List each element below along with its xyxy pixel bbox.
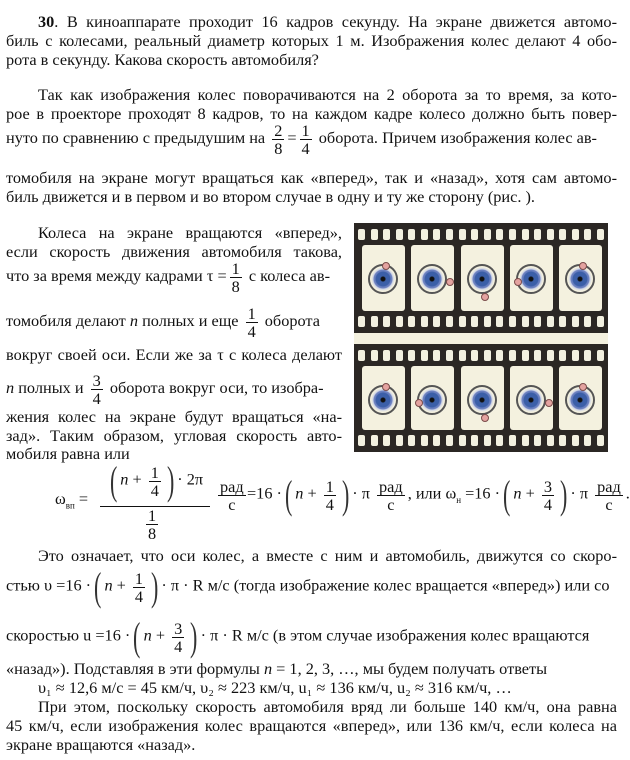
perforation xyxy=(484,316,491,327)
perforation xyxy=(547,316,554,327)
problem-number: 30 xyxy=(38,12,55,31)
perforation xyxy=(383,316,390,327)
perforation xyxy=(371,229,378,240)
perforation xyxy=(459,229,466,240)
problem-line-2: биль с колесами, реальный диаметр которых 1 м. Изображения колес делают 4 обо- xyxy=(6,31,617,50)
wheel-icon xyxy=(467,264,497,294)
film-frame xyxy=(461,245,504,311)
perforation xyxy=(358,350,365,361)
perforation xyxy=(433,229,440,240)
frames xyxy=(362,245,602,311)
fraction-1-4b: $\frac{1}{4}$ xyxy=(247,304,256,341)
wheel-marker-icon xyxy=(481,293,489,301)
solution-p2-line-5: вокруг своей оси. Если же за τ с колеса делают xyxy=(6,345,342,364)
solution-p1-line-1: Так как изображения колес поворачиваются на 2 оборота за то время, за кото- xyxy=(38,85,617,104)
frames xyxy=(362,366,602,430)
perforation xyxy=(421,435,428,446)
perforation xyxy=(358,229,365,240)
perforation xyxy=(446,350,453,361)
perforation xyxy=(547,229,554,240)
wheel-icon xyxy=(417,264,447,294)
wheel-marker-icon xyxy=(481,414,489,422)
film-frame xyxy=(510,366,553,430)
perforation xyxy=(446,435,453,446)
perforation xyxy=(584,229,591,240)
perforation xyxy=(371,316,378,327)
solution-p3-line-1: Это означает, что оси колес, а вместе с ним и автомобиль, движутся со скоро- xyxy=(38,546,617,565)
solution-p2-line-7: жения колес на экране будут вращаться «на- xyxy=(6,407,342,426)
perforation xyxy=(383,229,390,240)
solution-p1-line-5: биль движется и в первом и во втором случае в одну и ту же сторону (рис. ). xyxy=(6,187,535,206)
perforation xyxy=(383,435,390,446)
wheel-icon xyxy=(516,385,546,415)
perforation xyxy=(433,350,440,361)
solution-p2-line-9: мобиля равна или xyxy=(6,444,130,463)
perforation xyxy=(446,229,453,240)
perforation xyxy=(433,435,440,446)
perforation xyxy=(534,350,541,361)
fraction-1-8: $\frac{1}{8}$ xyxy=(231,259,240,296)
perforation xyxy=(459,350,466,361)
perforation xyxy=(484,350,491,361)
perforation xyxy=(496,229,503,240)
problem-line-3: рота в секунду. Какова скорость автомобиля? xyxy=(6,50,319,69)
perforation xyxy=(471,435,478,446)
perforation xyxy=(509,435,516,446)
wheel-marker-icon xyxy=(415,399,423,407)
perforations-bottom xyxy=(358,435,604,446)
perforation xyxy=(584,350,591,361)
wheel-icon xyxy=(368,385,398,415)
perforation xyxy=(408,229,415,240)
perforation xyxy=(371,350,378,361)
perforation xyxy=(534,229,541,240)
wheel-marker-icon xyxy=(446,278,454,286)
wheel-icon xyxy=(368,264,398,294)
wheel-icon xyxy=(565,264,595,294)
solution-p1-line-3: нуто по сравнению с предыдушим на $\frac{2}{8}$ = $\frac{1}{4}$ оборота. Причем изображения колес ав- xyxy=(6,121,597,158)
wheel-marker-icon xyxy=(382,383,390,391)
perforation xyxy=(408,350,415,361)
film-frame xyxy=(411,245,454,311)
perforation xyxy=(572,350,579,361)
film-frame xyxy=(461,366,504,430)
perforation xyxy=(459,435,466,446)
perforation xyxy=(597,316,604,327)
film-frame xyxy=(411,366,454,430)
wheel-marker-icon xyxy=(545,399,553,407)
film-frame xyxy=(362,366,405,430)
solution-p1-line-4: томобиля на экране могут вращаться как «вперед», так и «назад», хотя сам автомо- xyxy=(6,168,617,187)
perforation xyxy=(572,435,579,446)
perforation xyxy=(496,350,503,361)
perforation xyxy=(547,435,554,446)
perforation xyxy=(509,350,516,361)
perforation xyxy=(396,316,403,327)
perforation xyxy=(559,350,566,361)
solution-p2-line-3: что за время между кадрами τ = $\frac{1}{8}$ с колеса ав- xyxy=(6,259,330,296)
perforation xyxy=(572,316,579,327)
solution-p4-line-1: При этом, поскольку скорость автомобиля вряд ли больше 140 км/ч, она равна xyxy=(38,697,617,716)
perforation xyxy=(597,435,604,446)
problem-line-1: 30. В киноаппарате проходит 16 кадров секунду. На экране движется автомо- xyxy=(38,12,617,31)
solution-p3-line-4: «назад»). Подставляя в эти формулы n = 1, 2, 3, …, мы будем получать ответы xyxy=(6,659,548,678)
wheel-marker-icon xyxy=(382,262,390,270)
perforation xyxy=(559,435,566,446)
perforation xyxy=(421,316,428,327)
perforation xyxy=(446,316,453,327)
film-frame xyxy=(362,245,405,311)
perforation xyxy=(522,229,529,240)
solution-p2-line-2: если скорость движения автомобиля такова, xyxy=(6,242,342,261)
perforation xyxy=(358,316,365,327)
answers-line: υ₁ ≈ 12,6 м/с = 45 км/ч, υ₂ ≈ 223 км/ч, u₁ ≈ 136 км/ч, u₂ ≈ 316 км/ч, … xyxy=(38,678,512,697)
perforation xyxy=(433,316,440,327)
perforation xyxy=(358,435,365,446)
perforation xyxy=(509,229,516,240)
film-frame xyxy=(559,366,602,430)
perforation xyxy=(396,350,403,361)
perforation xyxy=(559,229,566,240)
solution-p2-line-1: Колеса на экране вращаются «вперед», xyxy=(38,223,342,242)
wheel-marker-icon xyxy=(514,278,522,286)
wheel-icon xyxy=(467,385,497,415)
wheel-marker-icon xyxy=(579,383,587,391)
perforation xyxy=(396,229,403,240)
film-frame xyxy=(559,245,602,311)
fraction-3-4: $\frac{3}{4}$ xyxy=(92,371,101,408)
solution-p2-line-4: томобиля делают n полных и еще $\frac{1}{4}$ оборота xyxy=(6,304,320,341)
wheel-icon xyxy=(417,385,447,415)
perforation xyxy=(496,435,503,446)
fraction-2-8: $\frac{2}{8}$ xyxy=(274,121,283,158)
perforations-bottom xyxy=(358,316,604,327)
perforation xyxy=(484,435,491,446)
perforation xyxy=(421,350,428,361)
solution-p4-line-2: 45 км/ч, если изображения колес вращаются «вперед», или 136 км/ч, если колеса на xyxy=(6,716,617,735)
perforation xyxy=(534,435,541,446)
perforation xyxy=(547,350,554,361)
perforation xyxy=(509,316,516,327)
solution-p3-line-3: скоростью u =16 ·( n + $\frac{3}{4}$ ) · π · R м/с (в этом случае изображения колес вращаются xyxy=(6,614,590,659)
perforation xyxy=(534,316,541,327)
perforation xyxy=(522,316,529,327)
wheel-icon xyxy=(516,264,546,294)
perforation xyxy=(408,316,415,327)
perforations-top xyxy=(358,350,604,361)
film-gap xyxy=(354,333,608,344)
perforation xyxy=(383,350,390,361)
perforation xyxy=(471,229,478,240)
solution-p1-line-2: рое в проекторе проходят 8 кадров, то на каждом кадре колесо должно быть повер- xyxy=(6,104,617,123)
wheel-icon xyxy=(565,385,595,415)
perforation xyxy=(471,316,478,327)
perforation xyxy=(522,435,529,446)
perforation xyxy=(584,435,591,446)
perforation xyxy=(572,229,579,240)
perforation xyxy=(597,229,604,240)
perforation xyxy=(496,316,503,327)
perforation xyxy=(371,435,378,446)
perforation xyxy=(396,435,403,446)
solution-p3-line-2: стью υ =16 ·( n + $\frac{1}{4}$ ) · π · R м/с (тогда изображение колес вращается «вперед») или со xyxy=(6,564,610,609)
perforation xyxy=(471,350,478,361)
perforation xyxy=(584,316,591,327)
perforation xyxy=(522,350,529,361)
perforation xyxy=(559,316,566,327)
perforation xyxy=(421,229,428,240)
perforation xyxy=(459,316,466,327)
fraction-1-4: $\frac{1}{4}$ xyxy=(301,121,310,158)
perforation xyxy=(484,229,491,240)
perforation xyxy=(597,350,604,361)
film-frame xyxy=(510,245,553,311)
perforations-top xyxy=(358,229,604,240)
wheel-marker-icon xyxy=(579,262,587,270)
solution-p4-line-3: экране вращаются «назад». xyxy=(6,735,196,754)
film-strip-forward xyxy=(354,223,608,333)
angular-velocity-formula: $\omega_{вп}$ = ( n + $\frac{1}{4}$ ) · 2π $\frac{1}{8}$ рад с =16 ·( n + $\frac{1}{4}$ ) · π $\frac{\text{рад}}{с}$ , или $\omega_н =16$ ·( n + $\frac{3}{4}$ ) · π $\frac{\text{рад}}{с}$ . xyxy=(55,458,630,543)
solution-p2-line-6: n полных и $\frac{3}{4}$ оборота вокруг оси, то изобра- xyxy=(6,371,324,408)
film-strip-backward xyxy=(354,344,608,452)
perforation xyxy=(408,435,415,446)
solution-p2-line-8: зад». Таким образом, угловая скорость авто- xyxy=(6,426,342,445)
